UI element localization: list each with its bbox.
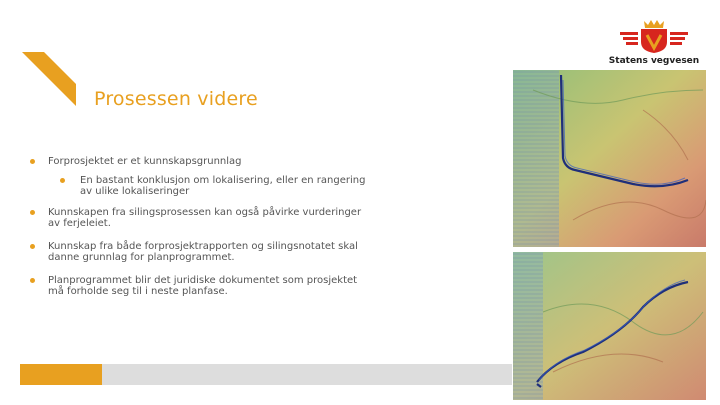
- bullet-dot: [30, 159, 35, 164]
- slide-title: Prosessen videre: [94, 88, 258, 110]
- bullet-dot: [30, 278, 35, 283]
- bullet-list: [30, 156, 370, 309]
- bullet-text: En bastant konklusjon om lokalisering, eller en rangering av ulike lokaliseringer: [80, 175, 366, 197]
- footer-accent-bar: [20, 364, 102, 385]
- sub-bullet-item: [60, 175, 370, 197]
- bullet-item: [30, 241, 370, 263]
- route-map-bottom: [513, 252, 706, 400]
- statens-vegvesen-emblem-icon: [604, 18, 704, 54]
- statens-vegvesen-logo: [604, 18, 704, 70]
- bullet-item: [30, 275, 370, 297]
- brand-name: Statens vegvesen: [608, 56, 700, 66]
- bullet-dot: [30, 244, 35, 249]
- bullet-text: Kunnskapen fra silingsprosessen kan også påvirke vurderinger av ferjeleiet.: [48, 207, 362, 229]
- bullet-text: Kunnskap fra både forprosjektrapporten og silingsnotatet skal danne grunnlag for planprogrammet.: [48, 241, 358, 263]
- bullet-text: Forprosjektet er et kunnskapsgrunnlag: [48, 156, 242, 167]
- bullet-text: Planprogrammet blir det juridiske dokumentet som prosjektet må forholde seg til i neste planfase.: [48, 275, 358, 297]
- footer-bar: [102, 364, 512, 385]
- accent-shape: [22, 52, 76, 106]
- route-map-top: [513, 70, 706, 247]
- bullet-dot: [30, 210, 35, 215]
- bullet-item: [30, 207, 370, 229]
- bullet-dot: [60, 178, 65, 183]
- bullet-item: [30, 156, 370, 167]
